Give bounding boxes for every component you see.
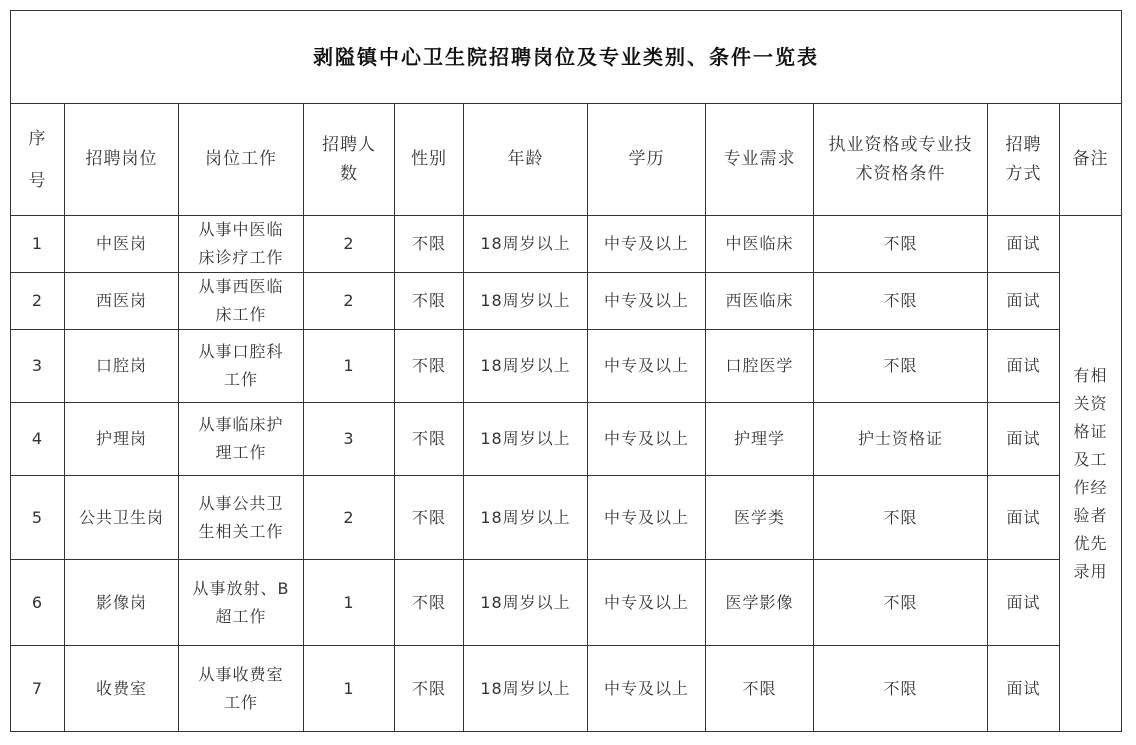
cell-gender: 不限 [395,560,464,646]
header-qualification: 执业资格或专业技术资格条件 [814,104,988,216]
cell-method: 面试 [988,403,1060,476]
cell-position: 公共卫生岗 [65,476,179,560]
cell-count: 1 [304,560,395,646]
cell-method: 面试 [988,330,1060,403]
cell-age: 18周岁以上 [464,216,588,273]
cell-count: 2 [304,216,395,273]
cell-qualification: 护士资格证 [814,403,988,476]
cell-duty: 从事公共卫生相关工作 [179,476,304,560]
cell-position: 西医岗 [65,273,179,330]
cell-major: 医学影像 [706,560,814,646]
cell-position: 护理岗 [65,403,179,476]
cell-gender: 不限 [395,646,464,732]
cell-education: 中专及以上 [588,646,706,732]
cell-education: 中专及以上 [588,273,706,330]
header-major: 专业需求 [706,104,814,216]
table-row [11,560,1122,646]
cell-major: 不限 [706,646,814,732]
cell-seq: 3 [11,330,65,403]
cell-method: 面试 [988,216,1060,273]
cell-count: 1 [304,646,395,732]
cell-education: 中专及以上 [588,330,706,403]
cell-position: 影像岗 [65,560,179,646]
cell-method: 面试 [988,646,1060,732]
header-method: 招聘方式 [988,104,1060,216]
cell-age: 18周岁以上 [464,476,588,560]
cell-gender: 不限 [395,216,464,273]
cell-age: 18周岁以上 [464,560,588,646]
cell-method: 面试 [988,560,1060,646]
header-note: 备注 [1060,104,1122,216]
header-age: 年龄 [464,104,588,216]
cell-qualification: 不限 [814,273,988,330]
cell-duty: 从事收费室工作 [179,646,304,732]
cell-count: 2 [304,273,395,330]
recruitment-table [10,10,1122,732]
cell-major: 医学类 [706,476,814,560]
cell-qualification: 不限 [814,646,988,732]
cell-qualification: 不限 [814,216,988,273]
cell-seq: 6 [11,560,65,646]
cell-education: 中专及以上 [588,216,706,273]
cell-gender: 不限 [395,330,464,403]
cell-gender: 不限 [395,273,464,330]
cell-count: 3 [304,403,395,476]
cell-note: 有相关资格证及工作经验者优先录用 [1060,216,1122,732]
cell-major: 中医临床 [706,216,814,273]
header-seq: 序号 [11,104,65,216]
cell-seq: 2 [11,273,65,330]
cell-age: 18周岁以上 [464,646,588,732]
cell-seq: 4 [11,403,65,476]
cell-count: 1 [304,330,395,403]
cell-age: 18周岁以上 [464,403,588,476]
cell-education: 中专及以上 [588,476,706,560]
cell-education: 中专及以上 [588,403,706,476]
table-row [11,273,1122,330]
cell-gender: 不限 [395,476,464,560]
table-row [11,330,1122,403]
header-education: 学历 [588,104,706,216]
cell-duty: 从事西医临床工作 [179,273,304,330]
cell-duty: 从事临床护理工作 [179,403,304,476]
recruitment-table-sheet [10,10,1122,732]
cell-seq: 1 [11,216,65,273]
cell-duty: 从事放射、B超工作 [179,560,304,646]
cell-education: 中专及以上 [588,560,706,646]
cell-method: 面试 [988,476,1060,560]
header-count: 招聘人数 [304,104,395,216]
cell-major: 西医临床 [706,273,814,330]
cell-method: 面试 [988,273,1060,330]
cell-age: 18周岁以上 [464,273,588,330]
table-row [11,216,1122,273]
table-header-row [11,104,1122,216]
cell-position: 中医岗 [65,216,179,273]
table-row [11,476,1122,560]
cell-qualification: 不限 [814,560,988,646]
header-position: 招聘岗位 [65,104,179,216]
table-row [11,403,1122,476]
table-row [11,646,1122,732]
header-duty: 岗位工作 [179,104,304,216]
cell-major: 口腔医学 [706,330,814,403]
cell-position: 收费室 [65,646,179,732]
cell-gender: 不限 [395,403,464,476]
cell-duty: 从事口腔科工作 [179,330,304,403]
table-title: 剥隘镇中心卫生院招聘岗位及专业类别、条件一览表 [11,11,1122,104]
cell-qualification: 不限 [814,330,988,403]
cell-seq: 7 [11,646,65,732]
cell-position: 口腔岗 [65,330,179,403]
header-gender: 性别 [395,104,464,216]
cell-duty: 从事中医临床诊疗工作 [179,216,304,273]
cell-qualification: 不限 [814,476,988,560]
cell-age: 18周岁以上 [464,330,588,403]
cell-count: 2 [304,476,395,560]
cell-seq: 5 [11,476,65,560]
cell-major: 护理学 [706,403,814,476]
